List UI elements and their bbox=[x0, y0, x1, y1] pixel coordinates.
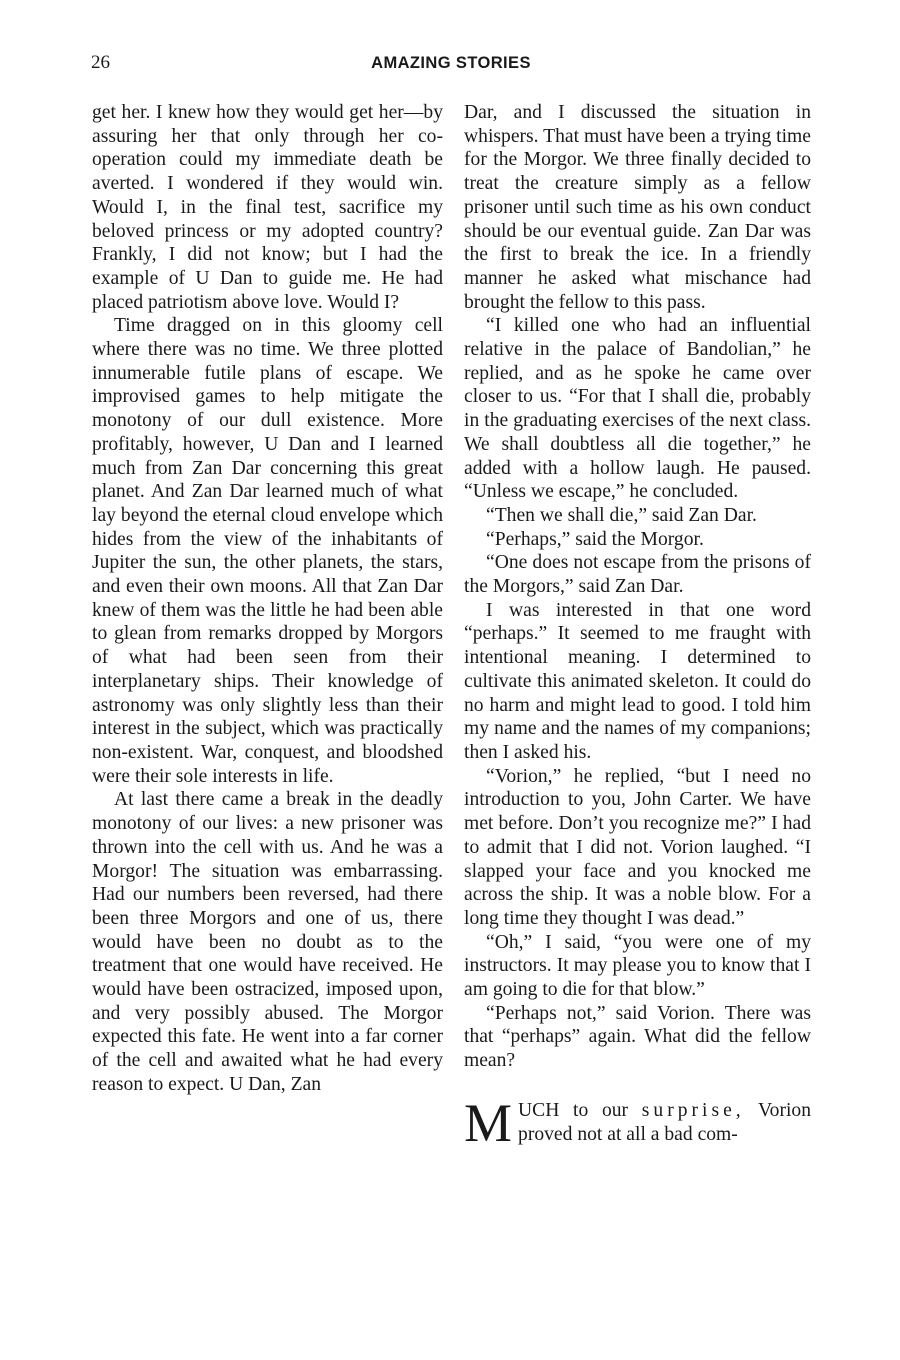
paragraph: I was interested in that one word “perhaps.” It seemed to me fraught with intentional meaning. I determined to cultivate this animated skeleton. It could do no harm and might lead to good. I told him my name and the names of my companions; then I asked his. bbox=[464, 599, 811, 763]
running-head: AMAZING STORIES bbox=[371, 54, 531, 72]
paragraph: Time dragged on in this gloomy cell where there was no time. We three plotted innumerable futile plans of escape. We improvised games to help mitigate the monotony of our dull existence. More profitably, however, U Dan and I learned much from Zan Dar concerning this great planet. And Zan Dar learned much of what lay beyond the eternal cloud envelope which hides from the view of the inhabitants of Jupiter the sun, the other planets, the stars, and even their own moons. All that Zan Dar knew of them was the little he had been able to glean from remarks dropped by Morgors of what had been seen from their interplanetary ships. Their knowledge of astronomy was only slightly less than their interest in the subject, which was practically non-existent. War, conquest, and bloodshed were their sole interests in life. bbox=[92, 315, 443, 787]
spaced-word: surprise, bbox=[641, 1099, 745, 1121]
page-number: 26 bbox=[91, 52, 110, 73]
paragraph: “One does not escape from the prisons of the Morgors,” said Zan Dar. bbox=[464, 552, 811, 598]
paragraph: “Then we shall die,” said Zan Dar. bbox=[486, 504, 757, 526]
left-column bbox=[92, 101, 443, 1097]
paragraph: “Perhaps not,” said Vorion. There was that “perhaps” again. What did the fellow mean? bbox=[464, 1002, 811, 1072]
paragraph: “Oh,” I said, “you were one of my instructors. It may please you to know that I am going to die for that blow.” bbox=[464, 931, 811, 1001]
paragraph: “Perhaps,” said the Morgor. bbox=[486, 528, 704, 550]
paragraph: “Vorion,” he replied, “but I need no introduction to you, John Carter. We have met before. Don’t you recognize me?” I had to admit that I did not. Vorion laughed. “I slapped your face and you knocked me across the ship. It was a noble blow. For a long time they thought I was dead.” bbox=[464, 765, 811, 929]
paragraph: Dar, and I discussed the situation in whispers. That must have been a trying time for the Morgor. We three finally decided to treat the creature simply as a fellow prisoner until such time as his own conduct should be our eventual guide. Zan Dar was the first to break the ice. In a friendly manner he asked what mischance had brought the fellow to this pass. bbox=[464, 102, 811, 313]
right-column bbox=[464, 101, 812, 1153]
paragraph: At last there came a break in the deadly monotony of our lives: a new prisoner was thrown into the cell with us. And he was a Morgor! The situation was embarrassing. Had our numbers been reversed, had there been three Morgors and one of us, there would have been no doubt as to the treatment that one would have received. He would have been ostracized, imposed upon, and very possibly abused. The Morgor expected this fate. He went into a far corner of the cell and awaited what he had every reason to expect. U Dan, Zan bbox=[92, 789, 443, 1095]
section-text: Vorion proved not at all a bad com- bbox=[518, 1099, 812, 1145]
drop-cap: M bbox=[464, 1092, 513, 1153]
page-header bbox=[91, 52, 811, 82]
paragraph: “I killed one who had an influential relative in the palace of Bandolian,” he replied, and as he spoke he came over closer to us. “For that I shall die, probably in the graduating exercises of the next class. We shall doubtless all die together,” he added with a hollow laugh. He paused. “Unless we escape,” he concluded. bbox=[464, 315, 811, 503]
paragraph: get her. I knew how they would get her—by assuring her that only through her co-operation could my immediate death be averted. I wondered if they would win. Would I, in the final test, sacrifice my beloved princess or my adopted country? Frankly, I did not know; but I had the example of U Dan to guide me. He had placed patriotism above love. Would I? bbox=[92, 102, 443, 313]
lead-in-text: UCH to our bbox=[518, 1099, 629, 1121]
section-break-paragraph bbox=[464, 1092, 812, 1153]
